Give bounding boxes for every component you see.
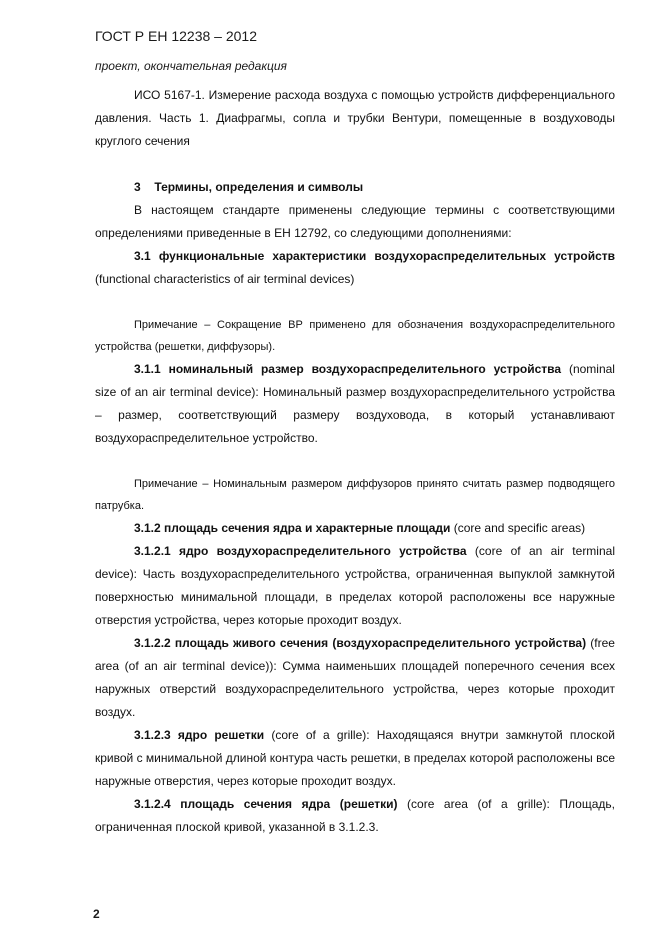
page-number: 2 — [93, 907, 100, 921]
term-3-1-2 — [95, 517, 615, 540]
term-3-1-2-1-definition: Часть воздухораспределительного устройства, ограниченная выпуклой замкнутой поверхностью минимальной площади, в пределах которой расположены все наружные отверстия устройства, через которые проходит воздух. — [95, 567, 615, 627]
term-3-1-2-2-english: (free area (of an air terminal device)): — [95, 636, 615, 673]
term-3-1-2-2 — [95, 632, 615, 724]
term-3-1-2-2-title: площадь живого сечения (воздухораспределительного устройства) — [174, 636, 587, 650]
term-3-1-1-english: (nominal size of an air terminal device): — [95, 362, 615, 399]
term-3-1-2-1-english: (core of an air terminal device): — [95, 544, 615, 581]
term-3-1 — [95, 245, 615, 291]
section-3-heading — [95, 176, 615, 199]
term-3-1-2-2-definition: Сумма наименьших площадей поперечного сечения всех наружных отверстий воздухораспределительного устройства, через которые проходит воздух. — [95, 659, 615, 719]
term-3-1-number: 3.1 — [134, 249, 151, 263]
term-3-1-2-4-definition: Площадь, ограниченная плоской кривой, указанной в 3.1.2.3. — [95, 797, 615, 834]
term-3-1-1 — [95, 358, 615, 450]
term-3-1-2-1-number: 3.1.2.1 — [134, 544, 171, 558]
term-3-1-english: (functional characteristics of air terminal devices) — [95, 272, 355, 286]
term-3-1-1-number: 3.1.1 — [134, 362, 161, 376]
term-3-1-1-definition: Номинальный размер воздухораспределительного устройства – размер, соответствующий размеру воздуховода, в который устанавливают воздухораспределительное устройство. — [95, 385, 615, 445]
document-header-title: ГОСТ Р ЕН 12238 – 2012 — [95, 28, 257, 44]
term-3-1-2-number: 3.1.2 — [134, 521, 161, 535]
term-3-1-title: функциональные характеристики воздухораспределительных устройств — [158, 249, 615, 263]
term-3-1-2-4 — [95, 793, 615, 839]
term-3-1-2-3-definition: Находящаяся внутри замкнутой плоской кривой с минимальной длиной контура часть решетки, в пределах которой расположены все наружные отверстия, через которые проходит воздух. — [95, 728, 615, 788]
term-3-1-note: Примечание – Сокращение ВР применено для обозначения воздухораспределительного устройства (решетки, диффузоры). — [95, 319, 615, 353]
term-3-1-2-4-english: (core area (of a grille): — [407, 797, 550, 811]
document-body — [95, 84, 615, 839]
term-3-1-2-4-number: 3.1.2.4 — [134, 797, 171, 811]
term-3-1-1-note: Примечание – Номинальным размером диффузоров принято считать размер подводящего патрубка. — [95, 478, 615, 512]
section-3-title: Термины, определения и символы — [154, 180, 364, 194]
term-3-1-2-1-title: ядро воздухораспределительного устройства — [179, 544, 467, 558]
term-3-1-2-title: площадь сечения ядра и характерные площади — [164, 521, 451, 535]
reference-iso-5167: ИСО 5167-1. Измерение расхода воздуха с помощью устройств дифференциального давления. Часть 1. Диафрагмы, сопла и трубки Вентури, помещенные в воздуховоды круглого сечения — [95, 88, 615, 148]
term-3-1-2-3-title: ядро решетки — [177, 728, 265, 742]
term-3-1-2-2-number: 3.1.2.2 — [134, 636, 171, 650]
term-3-1-1-title: номинальный размер воздухораспределительного устройства — [168, 362, 562, 376]
term-3-1-2-3-english: (core of a grille): — [271, 728, 370, 742]
section-3-intro: В настоящем стандарте применены следующие термины с соответствующими определениями приведенные в ЕН 12792, со следующими дополнениями: — [95, 203, 615, 240]
term-3-1-2-3-number: 3.1.2.3 — [134, 728, 171, 742]
section-3-number: 3 — [134, 180, 141, 194]
term-3-1-2-english: (core and specific areas) — [453, 521, 586, 535]
term-3-1-2-1 — [95, 540, 615, 632]
document-status-label: проект, окончательная редакция — [95, 59, 287, 73]
term-3-1-2-3 — [95, 724, 615, 793]
term-3-1-2-4-title: площадь сечения ядра (решетки) — [180, 797, 398, 811]
